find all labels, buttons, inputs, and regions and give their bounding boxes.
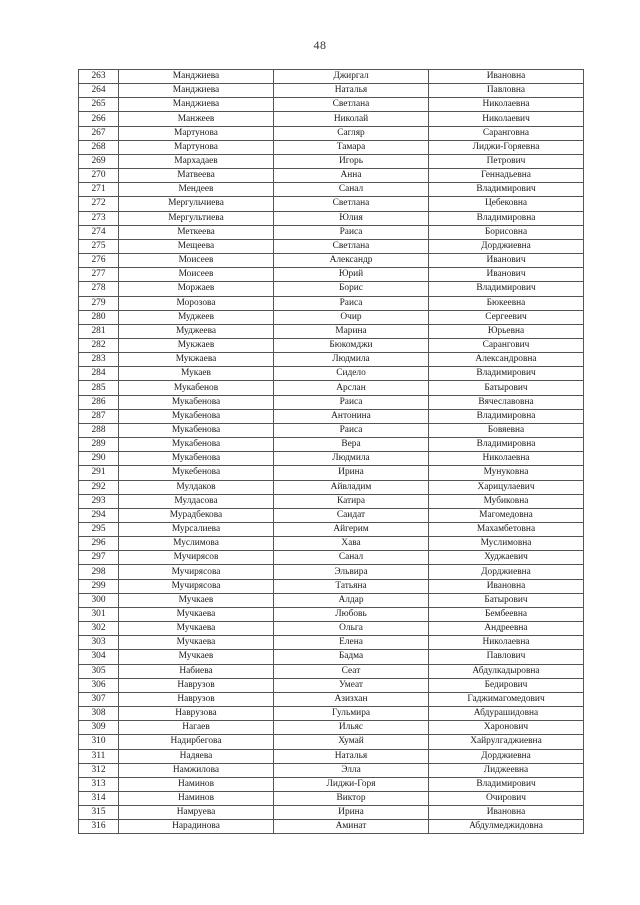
- first-name-cell: Хумай: [274, 735, 429, 749]
- table-body: [79, 70, 584, 834]
- last-name-cell: Меткеева: [119, 225, 274, 239]
- last-name-cell: Мукжаева: [119, 353, 274, 367]
- last-name-cell: Мартунова: [119, 140, 274, 154]
- table-row: [79, 707, 584, 721]
- row-number-cell: 282: [79, 338, 119, 352]
- last-name-cell: Моисеев: [119, 254, 274, 268]
- patronymic-cell: Дорджиевна: [429, 565, 584, 579]
- row-number-cell: 311: [79, 749, 119, 763]
- table-row: [79, 579, 584, 593]
- row-number-cell: 295: [79, 523, 119, 537]
- last-name-cell: Намруева: [119, 806, 274, 820]
- table-row: [79, 423, 584, 437]
- row-number-cell: 265: [79, 98, 119, 112]
- patronymic-cell: Юрьевна: [429, 324, 584, 338]
- last-name-cell: Мучкаева: [119, 622, 274, 636]
- last-name-cell: Муджеев: [119, 310, 274, 324]
- table-row: [79, 636, 584, 650]
- last-name-cell: Мещеева: [119, 239, 274, 253]
- last-name-cell: Мартунова: [119, 126, 274, 140]
- first-name-cell: Юлия: [274, 211, 429, 225]
- last-name-cell: Надирбегова: [119, 735, 274, 749]
- last-name-cell: Мукабенова: [119, 452, 274, 466]
- first-name-cell: Борис: [274, 282, 429, 296]
- first-name-cell: Наталья: [274, 84, 429, 98]
- first-name-cell: Любовь: [274, 607, 429, 621]
- first-name-cell: Игорь: [274, 154, 429, 168]
- first-name-cell: Айвладим: [274, 480, 429, 494]
- patronymic-cell: Иванович: [429, 254, 584, 268]
- table-row: [79, 211, 584, 225]
- first-name-cell: Светлана: [274, 239, 429, 253]
- table-row: [79, 70, 584, 84]
- patronymic-cell: Худжаевич: [429, 551, 584, 565]
- row-number-cell: 303: [79, 636, 119, 650]
- last-name-cell: Надяева: [119, 749, 274, 763]
- table-row: [79, 197, 584, 211]
- first-name-cell: Элла: [274, 763, 429, 777]
- first-name-cell: Александр: [274, 254, 429, 268]
- last-name-cell: Манжеев: [119, 112, 274, 126]
- row-number-cell: 313: [79, 777, 119, 791]
- row-number-cell: 292: [79, 480, 119, 494]
- patronymic-cell: Магомедовна: [429, 508, 584, 522]
- row-number-cell: 276: [79, 254, 119, 268]
- patronymic-cell: Сарангович: [429, 338, 584, 352]
- last-name-cell: Нарадинова: [119, 820, 274, 834]
- row-number-cell: 266: [79, 112, 119, 126]
- patronymic-cell: Абдулмеджидовна: [429, 820, 584, 834]
- table-row: [79, 268, 584, 282]
- row-number-cell: 284: [79, 367, 119, 381]
- last-name-cell: Мукжаев: [119, 338, 274, 352]
- last-name-cell: Наминов: [119, 777, 274, 791]
- row-number-cell: 302: [79, 622, 119, 636]
- first-name-cell: Татьяна: [274, 579, 429, 593]
- row-number-cell: 310: [79, 735, 119, 749]
- table-row: [79, 367, 584, 381]
- last-name-cell: Мукебенова: [119, 466, 274, 480]
- patronymic-cell: Владимировна: [429, 438, 584, 452]
- last-name-cell: Мукабенова: [119, 423, 274, 437]
- row-number-cell: 268: [79, 140, 119, 154]
- last-name-cell: Мулдасова: [119, 494, 274, 508]
- patronymic-cell: Махамбетовна: [429, 523, 584, 537]
- table-row: [79, 749, 584, 763]
- table-row: [79, 154, 584, 168]
- last-name-cell: Намжилова: [119, 763, 274, 777]
- table-row: [79, 565, 584, 579]
- first-name-cell: Сеат: [274, 664, 429, 678]
- patronymic-cell: Николаевич: [429, 112, 584, 126]
- patronymic-cell: Андреевна: [429, 622, 584, 636]
- first-name-cell: Анна: [274, 169, 429, 183]
- first-name-cell: Очир: [274, 310, 429, 324]
- last-name-cell: Наврузов: [119, 692, 274, 706]
- table-row: [79, 183, 584, 197]
- last-name-cell: Матвеева: [119, 169, 274, 183]
- patronymic-cell: Сергеевич: [429, 310, 584, 324]
- table-row: [79, 622, 584, 636]
- patronymic-cell: Владимирович: [429, 367, 584, 381]
- patronymic-cell: Очирович: [429, 791, 584, 805]
- row-number-cell: 309: [79, 721, 119, 735]
- table-row: [79, 381, 584, 395]
- row-number-cell: 274: [79, 225, 119, 239]
- first-name-cell: Раиса: [274, 225, 429, 239]
- row-number-cell: 291: [79, 466, 119, 480]
- first-name-cell: Раиса: [274, 395, 429, 409]
- patronymic-cell: Иванович: [429, 268, 584, 282]
- first-name-cell: Ирина: [274, 806, 429, 820]
- table-row: [79, 508, 584, 522]
- table-row: [79, 494, 584, 508]
- last-name-cell: Моржаев: [119, 282, 274, 296]
- table-row: [79, 98, 584, 112]
- last-name-cell: Мукабенова: [119, 438, 274, 452]
- last-name-cell: Мучкаев: [119, 650, 274, 664]
- first-name-cell: Людмила: [274, 353, 429, 367]
- last-name-cell: Мурсалиева: [119, 523, 274, 537]
- first-name-cell: Марина: [274, 324, 429, 338]
- table-row: [79, 140, 584, 154]
- last-name-cell: Манджиева: [119, 84, 274, 98]
- last-name-cell: Наврузова: [119, 707, 274, 721]
- patronymic-cell: Владимирович: [429, 777, 584, 791]
- table-row: [79, 607, 584, 621]
- patronymic-cell: Батырович: [429, 593, 584, 607]
- last-name-cell: Моисеев: [119, 268, 274, 282]
- patronymic-cell: Бембеевна: [429, 607, 584, 621]
- row-number-cell: 271: [79, 183, 119, 197]
- row-number-cell: 280: [79, 310, 119, 324]
- table-row: [79, 692, 584, 706]
- last-name-cell: Мукаев: [119, 367, 274, 381]
- last-name-cell: Мархадаев: [119, 154, 274, 168]
- patronymic-cell: Бедирович: [429, 678, 584, 692]
- last-name-cell: Мукабенова: [119, 409, 274, 423]
- patronymic-cell: Николаевна: [429, 452, 584, 466]
- row-number-cell: 301: [79, 607, 119, 621]
- patronymic-cell: Владимировна: [429, 409, 584, 423]
- row-number-cell: 285: [79, 381, 119, 395]
- first-name-cell: Бадма: [274, 650, 429, 664]
- first-name-cell: Ильяс: [274, 721, 429, 735]
- patronymic-cell: Вячеславовна: [429, 395, 584, 409]
- first-name-cell: Джиргал: [274, 70, 429, 84]
- patronymic-cell: Абдурашидовна: [429, 707, 584, 721]
- row-number-cell: 263: [79, 70, 119, 84]
- last-name-cell: Наврузов: [119, 678, 274, 692]
- patronymic-cell: Абдулкадыровна: [429, 664, 584, 678]
- first-name-cell: Тамара: [274, 140, 429, 154]
- last-name-cell: Мурадбекова: [119, 508, 274, 522]
- table-row: [79, 296, 584, 310]
- first-name-cell: Ольга: [274, 622, 429, 636]
- last-name-cell: Муджеева: [119, 324, 274, 338]
- table-row: [79, 721, 584, 735]
- row-number-cell: 270: [79, 169, 119, 183]
- first-name-cell: Раиса: [274, 423, 429, 437]
- row-number-cell: 314: [79, 791, 119, 805]
- first-name-cell: Юрий: [274, 268, 429, 282]
- first-name-cell: Ирина: [274, 466, 429, 480]
- row-number-cell: 316: [79, 820, 119, 834]
- table-row: [79, 84, 584, 98]
- table-row: [79, 338, 584, 352]
- patronymic-cell: Хайрулгаджиевна: [429, 735, 584, 749]
- last-name-cell: Мендеев: [119, 183, 274, 197]
- table-row: [79, 777, 584, 791]
- first-name-cell: Сидело: [274, 367, 429, 381]
- patronymic-cell: Ивановна: [429, 70, 584, 84]
- patronymic-cell: Ивановна: [429, 579, 584, 593]
- row-number-cell: 300: [79, 593, 119, 607]
- table-row: [79, 466, 584, 480]
- table-row: [79, 239, 584, 253]
- patronymic-cell: Павлович: [429, 650, 584, 664]
- table-row: [79, 593, 584, 607]
- last-name-cell: Мучкаев: [119, 593, 274, 607]
- table-row: [79, 395, 584, 409]
- first-name-cell: Эльвира: [274, 565, 429, 579]
- table-row: [79, 438, 584, 452]
- row-number-cell: 307: [79, 692, 119, 706]
- row-number-cell: 298: [79, 565, 119, 579]
- patronymic-cell: Гаджимагомедович: [429, 692, 584, 706]
- row-number-cell: 267: [79, 126, 119, 140]
- table-row: [79, 551, 584, 565]
- last-name-cell: Мучкаева: [119, 607, 274, 621]
- first-name-cell: Катира: [274, 494, 429, 508]
- patronymic-cell: Бовяевна: [429, 423, 584, 437]
- table-row: [79, 169, 584, 183]
- last-name-cell: Нагаев: [119, 721, 274, 735]
- first-name-cell: Азизхан: [274, 692, 429, 706]
- first-name-cell: Антонина: [274, 409, 429, 423]
- first-name-cell: Вера: [274, 438, 429, 452]
- patronymic-cell: Николаевна: [429, 98, 584, 112]
- row-number-cell: 278: [79, 282, 119, 296]
- last-name-cell: Мергульчиева: [119, 197, 274, 211]
- first-name-cell: Раиса: [274, 296, 429, 310]
- first-name-cell: Хава: [274, 537, 429, 551]
- first-name-cell: Санал: [274, 551, 429, 565]
- patronymic-cell: Муслимовна: [429, 537, 584, 551]
- first-name-cell: Елена: [274, 636, 429, 650]
- row-number-cell: 308: [79, 707, 119, 721]
- row-number-cell: 273: [79, 211, 119, 225]
- last-name-cell: Набиева: [119, 664, 274, 678]
- patronymic-cell: Цебековна: [429, 197, 584, 211]
- table-row: [79, 353, 584, 367]
- patronymic-cell: Батырович: [429, 381, 584, 395]
- row-number-cell: 269: [79, 154, 119, 168]
- first-name-cell: Виктор: [274, 791, 429, 805]
- table-row: [79, 523, 584, 537]
- first-name-cell: Бюкомджи: [274, 338, 429, 352]
- row-number-cell: 283: [79, 353, 119, 367]
- first-name-cell: Лиджи-Горя: [274, 777, 429, 791]
- patronymic-cell: Мубиковна: [429, 494, 584, 508]
- row-number-cell: 304: [79, 650, 119, 664]
- first-name-cell: Наталья: [274, 749, 429, 763]
- last-name-cell: Мукабенова: [119, 395, 274, 409]
- last-name-cell: Мучирясов: [119, 551, 274, 565]
- row-number-cell: 264: [79, 84, 119, 98]
- table-row: [79, 409, 584, 423]
- row-number-cell: 312: [79, 763, 119, 777]
- patronymic-cell: Владимирович: [429, 183, 584, 197]
- table-row: [79, 310, 584, 324]
- row-number-cell: 294: [79, 508, 119, 522]
- row-number-cell: 272: [79, 197, 119, 211]
- patronymic-cell: Дорджиевна: [429, 239, 584, 253]
- table-row: [79, 537, 584, 551]
- last-name-cell: Мучирясова: [119, 579, 274, 593]
- first-name-cell: Людмила: [274, 452, 429, 466]
- table-row: [79, 650, 584, 664]
- table-row: [79, 791, 584, 805]
- first-name-cell: Санал: [274, 183, 429, 197]
- row-number-cell: 299: [79, 579, 119, 593]
- table-row: [79, 112, 584, 126]
- patronymic-cell: Владимировна: [429, 211, 584, 225]
- table-row: [79, 664, 584, 678]
- patronymic-cell: Мунуковна: [429, 466, 584, 480]
- row-number-cell: 277: [79, 268, 119, 282]
- patronymic-cell: Николаевна: [429, 636, 584, 650]
- patronymic-cell: Александровна: [429, 353, 584, 367]
- row-number-cell: 281: [79, 324, 119, 338]
- first-name-cell: Айгерим: [274, 523, 429, 537]
- first-name-cell: Арслан: [274, 381, 429, 395]
- table-row: [79, 452, 584, 466]
- last-name-cell: Манджиева: [119, 70, 274, 84]
- names-table: [78, 69, 584, 834]
- first-name-cell: Николай: [274, 112, 429, 126]
- table-row: [79, 282, 584, 296]
- table-row: [79, 820, 584, 834]
- last-name-cell: Мукабенов: [119, 381, 274, 395]
- patronymic-cell: Лиджи-Горяевна: [429, 140, 584, 154]
- last-name-cell: Мулдаков: [119, 480, 274, 494]
- table-row: [79, 324, 584, 338]
- table-row: [79, 763, 584, 777]
- patronymic-cell: Саранговна: [429, 126, 584, 140]
- row-number-cell: 290: [79, 452, 119, 466]
- first-name-cell: Гульмира: [274, 707, 429, 721]
- last-name-cell: Муслимова: [119, 537, 274, 551]
- patronymic-cell: Владимирович: [429, 282, 584, 296]
- row-number-cell: 289: [79, 438, 119, 452]
- row-number-cell: 288: [79, 423, 119, 437]
- row-number-cell: 275: [79, 239, 119, 253]
- patronymic-cell: Харонович: [429, 721, 584, 735]
- first-name-cell: Алдар: [274, 593, 429, 607]
- table-row: [79, 480, 584, 494]
- row-number-cell: 297: [79, 551, 119, 565]
- last-name-cell: Морозова: [119, 296, 274, 310]
- row-number-cell: 293: [79, 494, 119, 508]
- row-number-cell: 279: [79, 296, 119, 310]
- row-number-cell: 306: [79, 678, 119, 692]
- row-number-cell: 296: [79, 537, 119, 551]
- first-name-cell: Сагляр: [274, 126, 429, 140]
- patronymic-cell: Ивановна: [429, 806, 584, 820]
- patronymic-cell: Бюкеевна: [429, 296, 584, 310]
- patronymic-cell: Харицулаевич: [429, 480, 584, 494]
- table-row: [79, 126, 584, 140]
- last-name-cell: Мергультиева: [119, 211, 274, 225]
- patronymic-cell: Геннадьевна: [429, 169, 584, 183]
- patronymic-cell: Дорджиевна: [429, 749, 584, 763]
- table-row: [79, 806, 584, 820]
- table-row: [79, 735, 584, 749]
- row-number-cell: 315: [79, 806, 119, 820]
- first-name-cell: Светлана: [274, 197, 429, 211]
- first-name-cell: Саидат: [274, 508, 429, 522]
- first-name-cell: Аминат: [274, 820, 429, 834]
- patronymic-cell: Петрович: [429, 154, 584, 168]
- row-number-cell: 287: [79, 409, 119, 423]
- row-number-cell: 305: [79, 664, 119, 678]
- row-number-cell: 286: [79, 395, 119, 409]
- last-name-cell: Мучирясова: [119, 565, 274, 579]
- patronymic-cell: Лиджеевна: [429, 763, 584, 777]
- first-name-cell: Светлана: [274, 98, 429, 112]
- last-name-cell: Наминов: [119, 791, 274, 805]
- patronymic-cell: Павловна: [429, 84, 584, 98]
- table-row: [79, 225, 584, 239]
- last-name-cell: Манджиева: [119, 98, 274, 112]
- page-number: 48: [313, 38, 327, 52]
- table-row: [79, 254, 584, 268]
- last-name-cell: Мучкаева: [119, 636, 274, 650]
- patronymic-cell: Борисовна: [429, 225, 584, 239]
- first-name-cell: Умеат: [274, 678, 429, 692]
- table-row: [79, 678, 584, 692]
